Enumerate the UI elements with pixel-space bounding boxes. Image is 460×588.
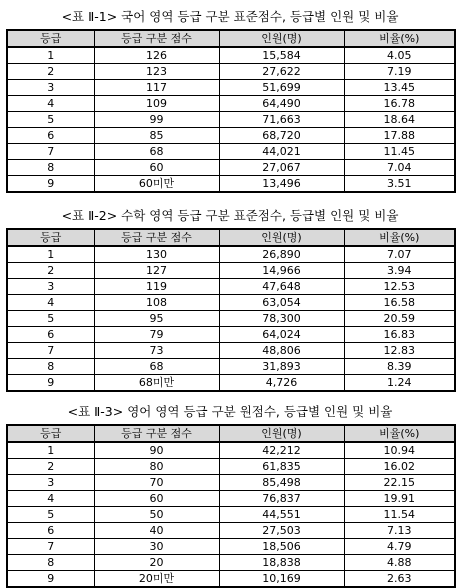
table-row bbox=[7, 343, 455, 359]
header-grade: 등급 bbox=[7, 30, 94, 47]
cell-ratio: 7.19 bbox=[344, 64, 455, 80]
cell-count: 31,893 bbox=[219, 359, 344, 375]
table-row bbox=[7, 375, 455, 392]
cell-ratio: 12.53 bbox=[344, 279, 455, 295]
cell-ratio: 10.94 bbox=[344, 442, 455, 459]
cell-grade: 1 bbox=[7, 47, 94, 64]
cell-cutoff: 73 bbox=[94, 343, 219, 359]
cell-ratio: 2.63 bbox=[344, 571, 455, 588]
cell-ratio: 17.88 bbox=[344, 128, 455, 144]
cell-count: 27,067 bbox=[219, 160, 344, 176]
header-count: 인원(명) bbox=[219, 229, 344, 246]
cell-grade: 4 bbox=[7, 295, 94, 311]
table-row bbox=[7, 571, 455, 588]
cell-cutoff: 126 bbox=[94, 47, 219, 64]
cell-count: 68,720 bbox=[219, 128, 344, 144]
cell-grade: 1 bbox=[7, 246, 94, 263]
cell-count: 18,506 bbox=[219, 539, 344, 555]
cell-count: 63,054 bbox=[219, 295, 344, 311]
cell-cutoff: 123 bbox=[94, 64, 219, 80]
cell-cutoff: 80 bbox=[94, 459, 219, 475]
cell-cutoff: 108 bbox=[94, 295, 219, 311]
cell-count: 44,021 bbox=[219, 144, 344, 160]
cell-grade: 2 bbox=[7, 459, 94, 475]
table-caption: <표 Ⅱ-3> 영어 영역 등급 구분 원점수, 등급별 인원 및 비율 bbox=[67, 404, 393, 419]
cell-cutoff: 68미만 bbox=[94, 375, 219, 392]
cell-count: 48,806 bbox=[219, 343, 344, 359]
grade-table-korean bbox=[6, 29, 456, 193]
cell-count: 64,490 bbox=[219, 96, 344, 112]
cell-ratio: 7.07 bbox=[344, 246, 455, 263]
grade-table-english bbox=[6, 424, 456, 588]
cell-count: 61,835 bbox=[219, 459, 344, 475]
header-count: 인원(명) bbox=[219, 425, 344, 442]
cell-count: 18,838 bbox=[219, 555, 344, 571]
table-header-row bbox=[7, 229, 455, 246]
cell-ratio: 4.79 bbox=[344, 539, 455, 555]
cell-ratio: 3.94 bbox=[344, 263, 455, 279]
cell-grade: 7 bbox=[7, 539, 94, 555]
cell-grade: 9 bbox=[7, 176, 94, 193]
cell-ratio: 12.83 bbox=[344, 343, 455, 359]
table-row bbox=[7, 311, 455, 327]
table-row bbox=[7, 128, 455, 144]
cell-count: 10,169 bbox=[219, 571, 344, 588]
table-row bbox=[7, 176, 455, 193]
table-caption: <표 Ⅱ-2> 수학 영역 등급 구분 표준점수, 등급별 인원 및 비율 bbox=[61, 208, 399, 223]
cell-count: 42,212 bbox=[219, 442, 344, 459]
table-row bbox=[7, 80, 455, 96]
cell-ratio: 22.15 bbox=[344, 475, 455, 491]
cell-cutoff: 60 bbox=[94, 160, 219, 176]
cell-grade: 3 bbox=[7, 80, 94, 96]
cell-count: 27,622 bbox=[219, 64, 344, 80]
cell-ratio: 1.24 bbox=[344, 375, 455, 392]
table-row bbox=[7, 160, 455, 176]
cell-count: 15,584 bbox=[219, 47, 344, 64]
cell-grade: 9 bbox=[7, 375, 94, 392]
table-row bbox=[7, 555, 455, 571]
cell-count: 51,699 bbox=[219, 80, 344, 96]
header-cutoff: 등급 구분 점수 bbox=[94, 425, 219, 442]
cell-grade: 8 bbox=[7, 160, 94, 176]
cell-count: 4,726 bbox=[219, 375, 344, 392]
cell-grade: 5 bbox=[7, 112, 94, 128]
cell-ratio: 11.54 bbox=[344, 507, 455, 523]
cell-grade: 6 bbox=[7, 523, 94, 539]
cell-cutoff: 68 bbox=[94, 144, 219, 160]
table-row bbox=[7, 279, 455, 295]
cell-grade: 5 bbox=[7, 507, 94, 523]
table-row bbox=[7, 475, 455, 491]
cell-cutoff: 68 bbox=[94, 359, 219, 375]
cell-grade: 5 bbox=[7, 311, 94, 327]
cell-grade: 3 bbox=[7, 475, 94, 491]
cell-count: 14,966 bbox=[219, 263, 344, 279]
cell-cutoff: 130 bbox=[94, 246, 219, 263]
cell-grade: 2 bbox=[7, 263, 94, 279]
table-row bbox=[7, 96, 455, 112]
table-row bbox=[7, 523, 455, 539]
header-grade: 등급 bbox=[7, 425, 94, 442]
cell-count: 44,551 bbox=[219, 507, 344, 523]
table-row bbox=[7, 459, 455, 475]
cell-grade: 2 bbox=[7, 64, 94, 80]
cell-grade: 7 bbox=[7, 343, 94, 359]
header-cutoff: 등급 구분 점수 bbox=[94, 30, 219, 47]
table-row bbox=[7, 442, 455, 459]
cell-count: 13,496 bbox=[219, 176, 344, 193]
table-row bbox=[7, 144, 455, 160]
cell-cutoff: 95 bbox=[94, 311, 219, 327]
cell-ratio: 19.91 bbox=[344, 491, 455, 507]
cell-grade: 4 bbox=[7, 491, 94, 507]
cell-cutoff: 79 bbox=[94, 327, 219, 343]
cell-grade: 8 bbox=[7, 555, 94, 571]
cell-count: 27,503 bbox=[219, 523, 344, 539]
cell-grade: 1 bbox=[7, 442, 94, 459]
header-ratio: 비율(%) bbox=[344, 30, 455, 47]
table-row bbox=[7, 64, 455, 80]
header-ratio: 비율(%) bbox=[344, 229, 455, 246]
header-count: 인원(명) bbox=[219, 30, 344, 47]
cell-cutoff: 20 bbox=[94, 555, 219, 571]
cell-grade: 7 bbox=[7, 144, 94, 160]
cell-grade: 4 bbox=[7, 96, 94, 112]
cell-cutoff: 70 bbox=[94, 475, 219, 491]
cell-ratio: 7.13 bbox=[344, 523, 455, 539]
cell-count: 76,837 bbox=[219, 491, 344, 507]
cell-ratio: 8.39 bbox=[344, 359, 455, 375]
cell-cutoff: 127 bbox=[94, 263, 219, 279]
cell-cutoff: 109 bbox=[94, 96, 219, 112]
table-row bbox=[7, 327, 455, 343]
cell-grade: 6 bbox=[7, 327, 94, 343]
table-row bbox=[7, 246, 455, 263]
cell-ratio: 13.45 bbox=[344, 80, 455, 96]
cell-cutoff: 60 bbox=[94, 491, 219, 507]
cell-count: 26,890 bbox=[219, 246, 344, 263]
cell-grade: 3 bbox=[7, 279, 94, 295]
cell-ratio: 16.78 bbox=[344, 96, 455, 112]
cell-grade: 6 bbox=[7, 128, 94, 144]
cell-count: 78,300 bbox=[219, 311, 344, 327]
table-caption: <표 Ⅱ-1> 국어 영역 등급 구분 표준점수, 등급별 인원 및 비율 bbox=[61, 9, 399, 24]
cell-ratio: 3.51 bbox=[344, 176, 455, 193]
table-header-row bbox=[7, 425, 455, 442]
cell-cutoff: 50 bbox=[94, 507, 219, 523]
table-row bbox=[7, 47, 455, 64]
cell-ratio: 20.59 bbox=[344, 311, 455, 327]
cell-ratio: 18.64 bbox=[344, 112, 455, 128]
table-row bbox=[7, 507, 455, 523]
table-row bbox=[7, 539, 455, 555]
cell-ratio: 16.83 bbox=[344, 327, 455, 343]
header-cutoff: 등급 구분 점수 bbox=[94, 229, 219, 246]
cell-cutoff: 40 bbox=[94, 523, 219, 539]
cell-cutoff: 90 bbox=[94, 442, 219, 459]
cell-cutoff: 117 bbox=[94, 80, 219, 96]
cell-cutoff: 30 bbox=[94, 539, 219, 555]
grade-table-math bbox=[6, 228, 456, 392]
cell-ratio: 16.02 bbox=[344, 459, 455, 475]
cell-ratio: 4.05 bbox=[344, 47, 455, 64]
cell-count: 64,024 bbox=[219, 327, 344, 343]
cell-cutoff: 85 bbox=[94, 128, 219, 144]
cell-grade: 9 bbox=[7, 571, 94, 588]
table-row bbox=[7, 263, 455, 279]
cell-count: 85,498 bbox=[219, 475, 344, 491]
table-row bbox=[7, 112, 455, 128]
cell-ratio: 7.04 bbox=[344, 160, 455, 176]
cell-count: 71,663 bbox=[219, 112, 344, 128]
table-row bbox=[7, 295, 455, 311]
table-row bbox=[7, 359, 455, 375]
cell-cutoff: 60미만 bbox=[94, 176, 219, 193]
table-row bbox=[7, 491, 455, 507]
table-header-row bbox=[7, 30, 455, 47]
cell-cutoff: 20미만 bbox=[94, 571, 219, 588]
cell-grade: 8 bbox=[7, 359, 94, 375]
cell-ratio: 11.45 bbox=[344, 144, 455, 160]
cell-ratio: 16.58 bbox=[344, 295, 455, 311]
cell-cutoff: 99 bbox=[94, 112, 219, 128]
header-grade: 등급 bbox=[7, 229, 94, 246]
cell-count: 47,648 bbox=[219, 279, 344, 295]
cell-cutoff: 119 bbox=[94, 279, 219, 295]
header-ratio: 비율(%) bbox=[344, 425, 455, 442]
cell-ratio: 4.88 bbox=[344, 555, 455, 571]
